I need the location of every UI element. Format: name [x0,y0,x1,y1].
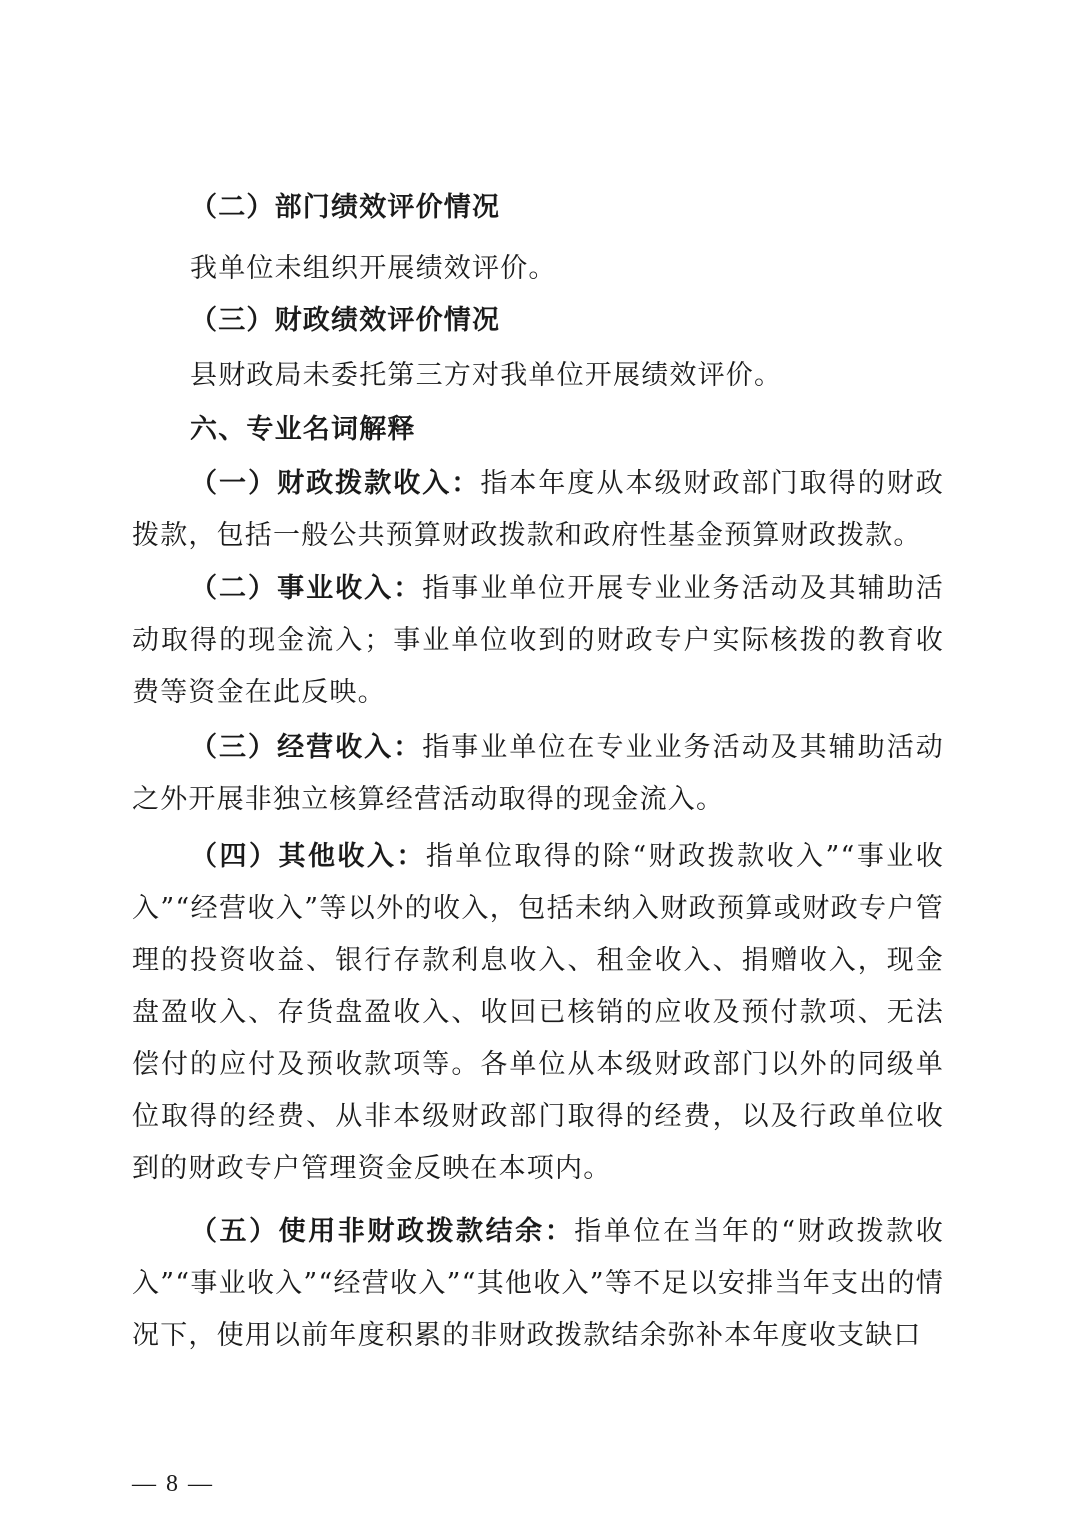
term-paragraph [132,458,944,562]
section-heading-terms: 六、专业名词解释 [190,414,416,445]
term-label: （四）其他收入： [190,841,426,872]
term-paragraph [132,831,944,1195]
term-definition: 指事业单位在专业业务活动及其辅助活动之外开展非独立核算经营活动取得的现金流入。 [132,732,944,815]
term-paragraph [132,722,944,826]
term-label: （五）使用非财政拨款结余： [190,1216,575,1247]
page-number: — 8 — [132,1471,214,1497]
term-definition: 指单位在当年的“财政拨款收入”“事业收入”“经营收入”“其他收入”等不足以安排当年支出的情况下，使用以前年度积累的非财政拨款结余弥补本年度收支缺口 [132,1216,944,1351]
term-definition: 指事业单位开展专业业务活动及其辅助活动取得的现金流入；事业单位收到的财政专户实际核拨的教育收费等资金在此反映。 [132,573,944,708]
paragraph-finance-evaluation: 县财政局未委托第三方对我单位开展绩效评价。 [190,360,783,391]
term-definition: 指单位取得的除“财政拨款收入”“事业收入”“经营收入”等以外的收入，包括未纳入财政预算或财政专户管理的投资收益、银行存款利息收入、租金收入、捐赠收入，现金盘盈收入、存货盘盈收入、收回已核销的应收及预付款项、无法偿付的应付及预收款项等。各单位从本级财政部门以外的同级单位取得的经费、从非本级财政部门取得的经费，以及行政单位收到的财政专户管理资金反映在本项内。 [132,841,944,1184]
paragraph-department-evaluation: 我单位未组织开展绩效评价。 [190,253,557,284]
subsection-heading-department-evaluation: （二）部门绩效评价情况 [190,192,501,223]
term-definition: 指本年度从本级财政部门取得的财政拨款，包括一般公共预算财政拨款和政府性基金预算财政拨款。 [132,468,945,551]
term-label: （一）财政拨款收入： [190,468,481,499]
term-paragraph [132,563,944,719]
subsection-heading-finance-evaluation: （三）财政绩效评价情况 [190,305,501,336]
term-label: （三）经营收入： [190,732,423,763]
term-label: （二）事业收入： [190,573,423,604]
term-paragraph [132,1206,944,1362]
